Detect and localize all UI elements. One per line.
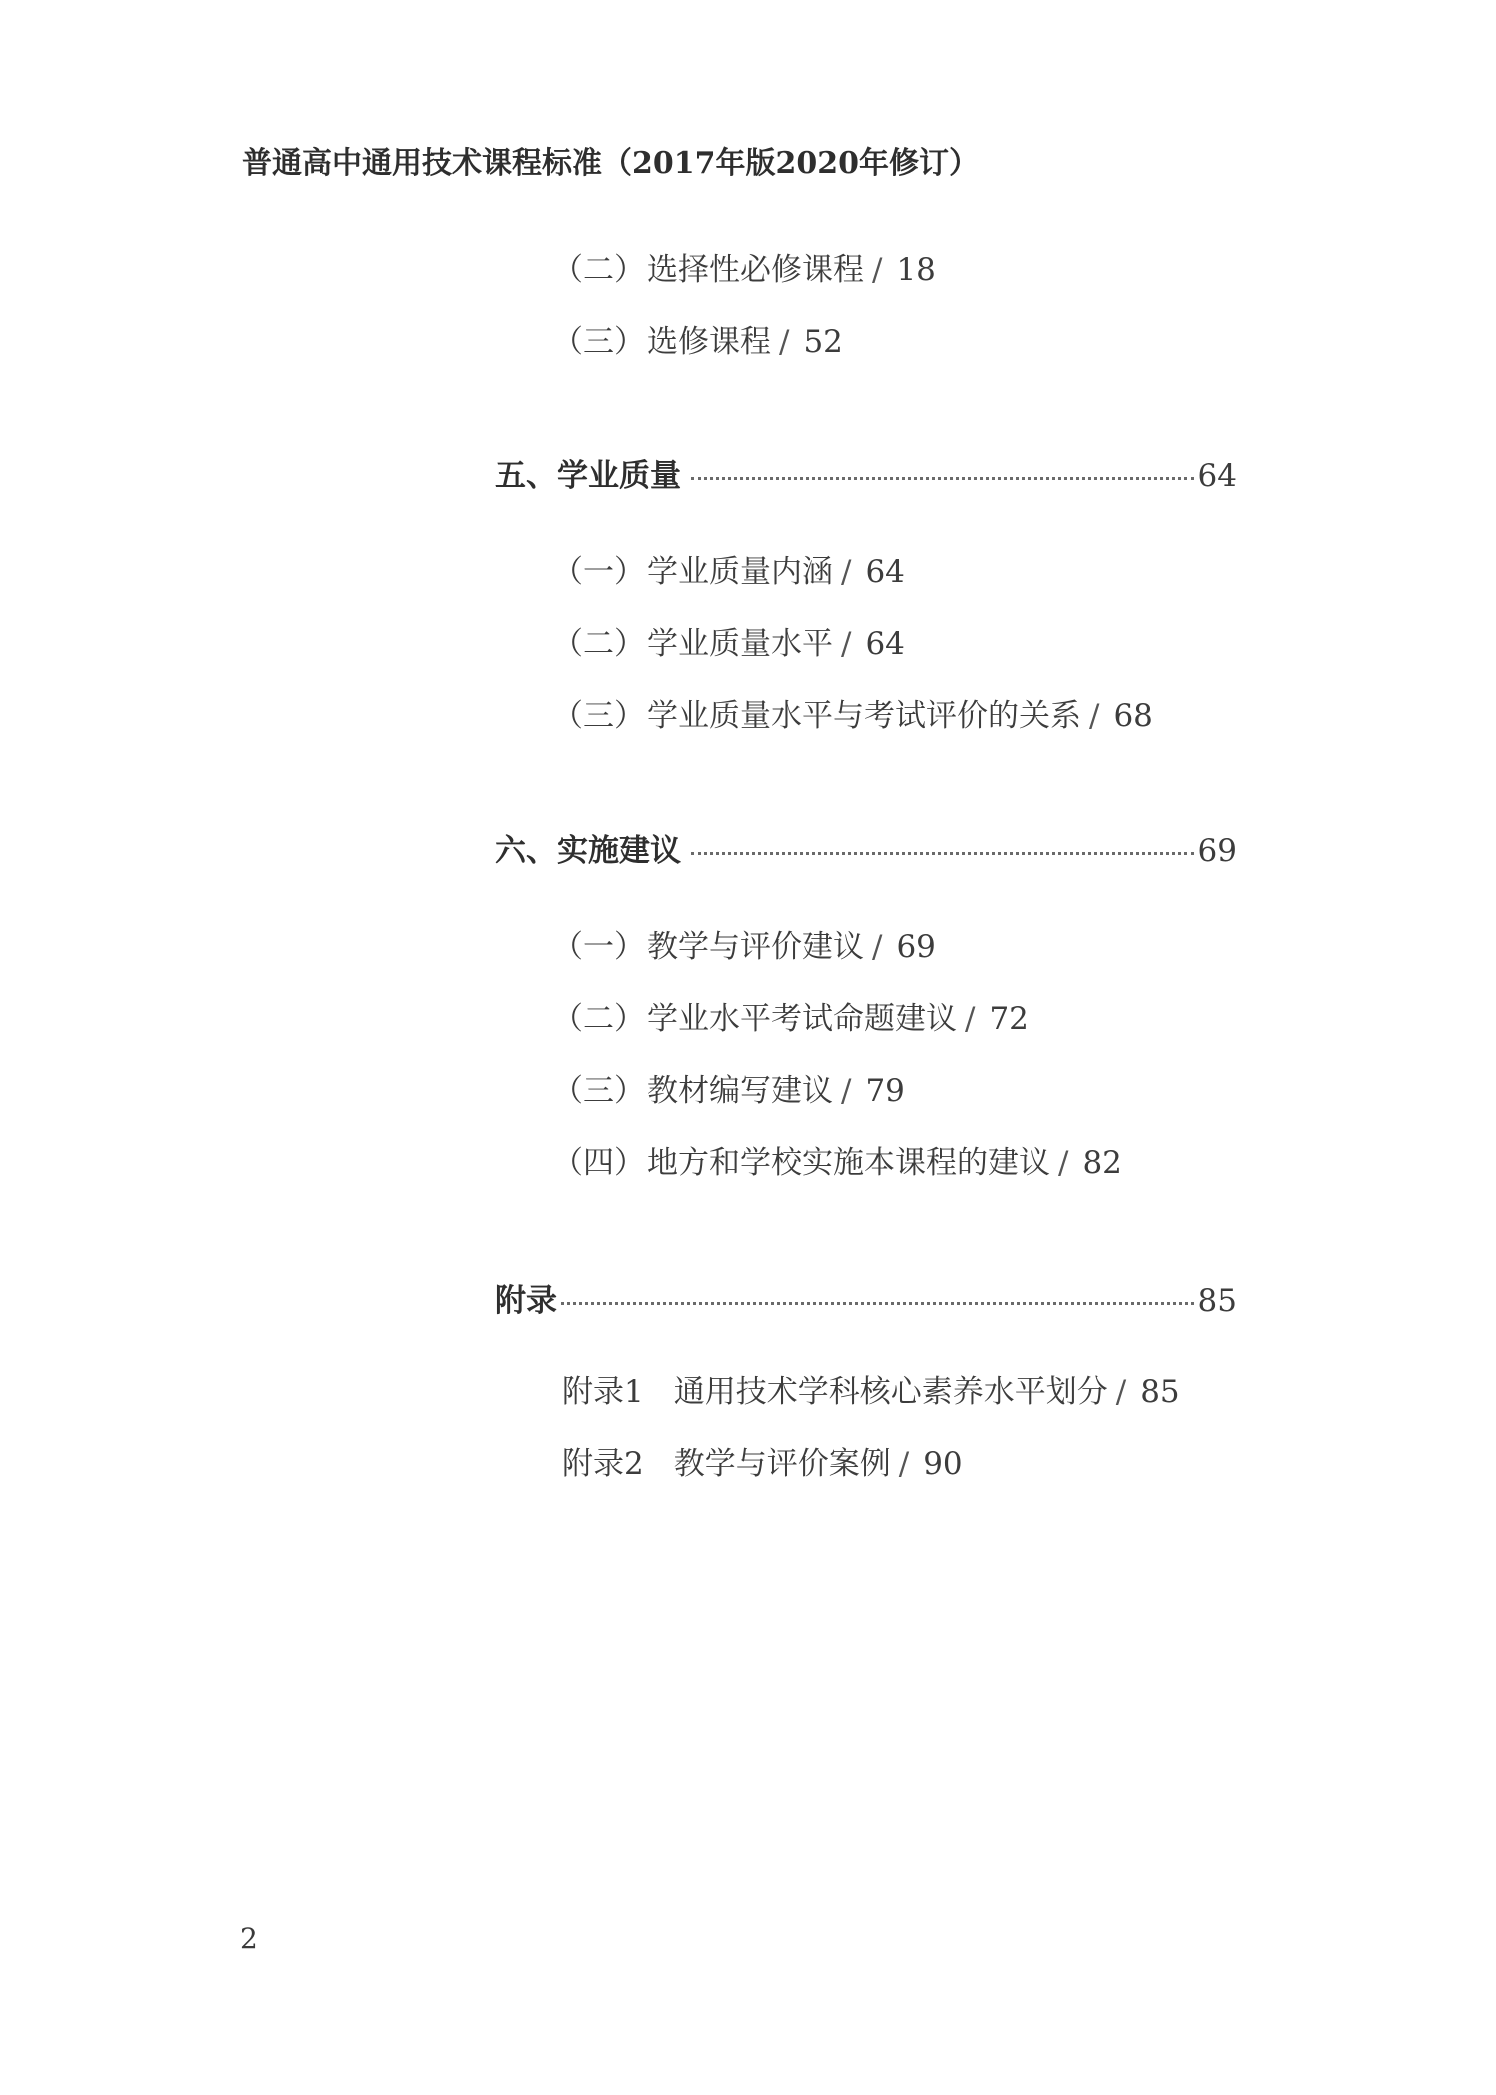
- toc-item-separator: /: [841, 1073, 852, 1109]
- toc-item-page: 69: [896, 929, 936, 965]
- toc-item-separator: /: [1058, 1145, 1069, 1181]
- appendix-title: 通用技术学科核心素养水平划分: [673, 1374, 1108, 1410]
- toc-item-separator: /: [779, 324, 790, 360]
- chapter-page: 69: [1197, 833, 1237, 869]
- chapter-title: 六、实施建议: [495, 833, 681, 869]
- toc-item-page: 79: [865, 1073, 905, 1109]
- toc-item-title: 学业质量水平与考试评价的关系: [647, 698, 1081, 734]
- toc-chapter-5[interactable]: [495, 450, 1237, 495]
- toc-item-title: 选修课程: [647, 324, 771, 360]
- chapter-page: 85: [1197, 1283, 1237, 1319]
- toc-item[interactable]: [552, 1137, 1122, 1182]
- toc-item-page: 52: [803, 324, 843, 360]
- toc-item-page: 72: [989, 1001, 1029, 1037]
- toc-item-title: 选择性必修课程: [647, 252, 864, 288]
- toc-item-separator: /: [872, 929, 883, 965]
- toc-item-separator: /: [872, 252, 883, 288]
- chapter-title: 附录: [495, 1283, 557, 1319]
- toc-item-separator: /: [1089, 698, 1100, 734]
- toc-item-page: 82: [1082, 1145, 1122, 1181]
- appendix-title: 教学与评价案例: [673, 1446, 891, 1482]
- toc-item-number: （三）: [552, 698, 645, 734]
- dot-leader: [561, 1302, 1194, 1305]
- toc-item-separator: /: [841, 626, 852, 662]
- toc-item[interactable]: [552, 546, 905, 591]
- toc-appendix-item[interactable]: [562, 1366, 1180, 1411]
- running-header: 普通高中通用技术课程标准（2017年版2020年修订）: [242, 146, 979, 181]
- toc-item[interactable]: [552, 618, 905, 663]
- toc-item-separator: /: [965, 1001, 976, 1037]
- toc-item[interactable]: [552, 690, 1153, 735]
- toc-item-title: 学业水平考试命题建议: [647, 1001, 957, 1037]
- toc-item-number: （二）: [552, 626, 645, 662]
- toc-item[interactable]: [552, 244, 936, 289]
- toc-item-number: （二）: [552, 252, 645, 288]
- toc-item-separator: /: [841, 554, 852, 590]
- appendix-page: 85: [1140, 1374, 1180, 1410]
- toc-item-page: 68: [1113, 698, 1153, 734]
- toc-item-separator: /: [1115, 1374, 1127, 1410]
- toc-item-title: 学业质量水平: [647, 626, 833, 662]
- toc-item-title: 地方和学校实施本课程的建议: [647, 1145, 1050, 1181]
- toc-item[interactable]: [552, 1065, 905, 1110]
- toc-item-title: 教材编写建议: [647, 1073, 833, 1109]
- page-number: 2: [240, 1922, 258, 1955]
- toc-item-number: （一）: [552, 554, 645, 590]
- toc-item-number: （一）: [552, 929, 645, 965]
- toc-item-title: 教学与评价建议: [647, 929, 864, 965]
- toc-appendix-item[interactable]: [562, 1438, 963, 1483]
- toc-item-title: 学业质量内涵: [647, 554, 833, 590]
- chapter-title: 五、学业质量: [495, 458, 681, 494]
- dot-leader: [691, 477, 1194, 480]
- toc-item-page: 64: [865, 554, 905, 590]
- toc-item-page: 64: [865, 626, 905, 662]
- toc-item-page: 18: [896, 252, 936, 288]
- chapter-page: 64: [1197, 458, 1237, 494]
- appendix-label: 附录1: [562, 1374, 644, 1410]
- toc-chapter-6[interactable]: [495, 825, 1237, 870]
- toc-item[interactable]: [552, 921, 936, 966]
- toc-item-number: （三）: [552, 324, 645, 360]
- toc-item-number: （三）: [552, 1073, 645, 1109]
- appendix-label: 附录2: [562, 1446, 644, 1482]
- toc-item[interactable]: [552, 993, 1029, 1038]
- appendix-page: 90: [923, 1446, 963, 1482]
- toc-item-separator: /: [898, 1446, 910, 1482]
- toc-item-number: （四）: [552, 1145, 645, 1181]
- toc-item[interactable]: [552, 316, 843, 361]
- toc-item-number: （二）: [552, 1001, 645, 1037]
- dot-leader: [691, 852, 1194, 855]
- toc-appendix[interactable]: [495, 1275, 1237, 1320]
